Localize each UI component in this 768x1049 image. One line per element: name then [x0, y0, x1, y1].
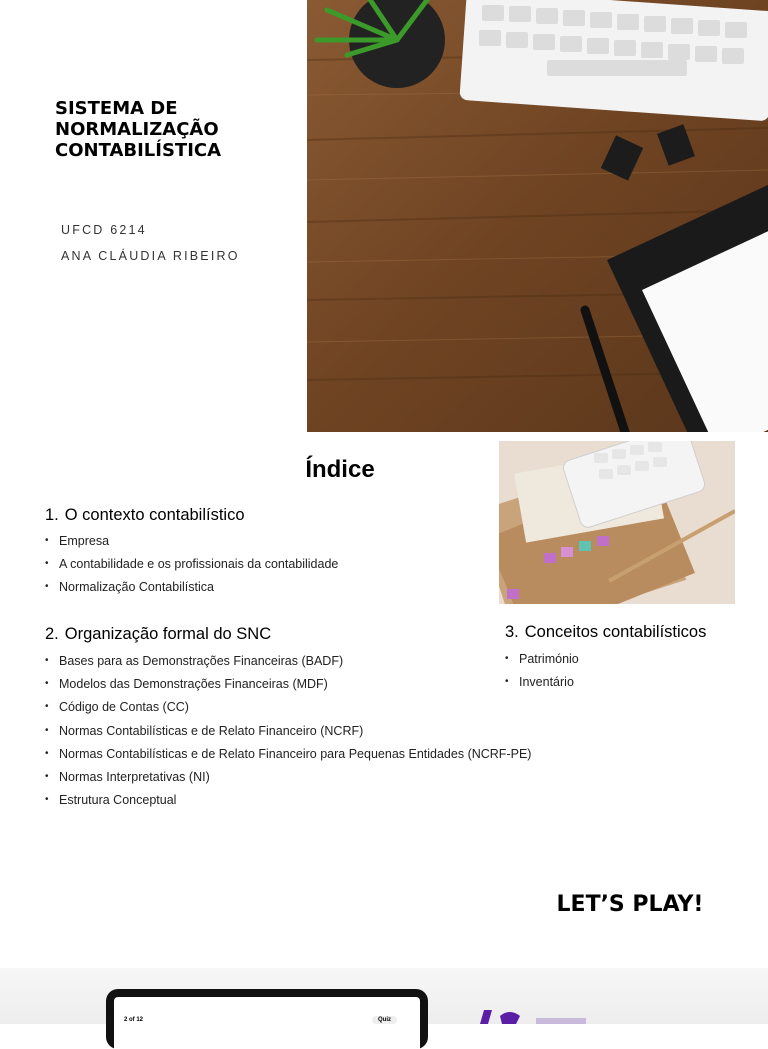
list-item: • A contabilidade e os profissionais da contabilidade: [45, 556, 338, 579]
question-counter: 2 of 12: [124, 1017, 144, 1023]
author-name: ANA CLÁUDIA RIBEIRO: [61, 249, 240, 263]
tablet-image: [106, 989, 428, 1049]
lets-play-title: LET’S PLAY!: [556, 892, 704, 917]
list-item: • Estrutura Conceptual: [45, 792, 531, 815]
list-item: • Inventário: [505, 674, 579, 697]
section-number: 1.: [45, 506, 59, 524]
list-item: • Modelos das Demonstrações Financeiras (MDF): [45, 676, 531, 699]
section-heading: [45, 625, 271, 644]
section-number: 3.: [505, 623, 519, 641]
list-item: • Bases para as Demonstrações Financeiras (BADF): [45, 653, 531, 676]
cover-title-line: CONTABILÍSTICA: [55, 140, 222, 161]
list-item: • Normas Contabilísticas e de Relato Financeiro para Pequenas Entidades (NCRF-PE): [45, 746, 531, 769]
list-item: • Código de Contas (CC): [45, 699, 531, 722]
list-item: • Normas Contabilísticas e de Relato Financeiro (NCRF): [45, 723, 531, 746]
quiz-badge: Quiz: [372, 1016, 397, 1024]
papers-photo: [499, 441, 735, 604]
section-heading: [45, 506, 245, 525]
cover-title-line: NORMALIZAÇÃO: [55, 119, 219, 140]
desk-photo: [307, 0, 768, 432]
index-title: Índice: [305, 456, 375, 483]
section-items: [45, 653, 531, 815]
list-item: • Património: [505, 651, 579, 674]
list-item: • Empresa: [45, 533, 338, 556]
list-item: • Normalização Contabilística: [45, 579, 338, 602]
tablet-screen: [114, 997, 420, 1049]
section-items: [505, 651, 579, 697]
section-heading: [505, 623, 706, 642]
section-title: Organização formal do SNC: [64, 625, 272, 643]
section-items: [45, 533, 338, 603]
purple-logo-fragment: [476, 1006, 586, 1024]
section-title: Conceitos contabilísticos: [524, 623, 707, 641]
course-code: UFCD 6214: [61, 223, 147, 237]
section-number: 2.: [45, 625, 59, 643]
list-item: • Normas Interpretativas (NI): [45, 769, 531, 792]
cover-title: [55, 98, 295, 161]
section-title: O contexto contabilístico: [64, 506, 245, 524]
cover-title-line: SISTEMA DE: [55, 98, 178, 119]
